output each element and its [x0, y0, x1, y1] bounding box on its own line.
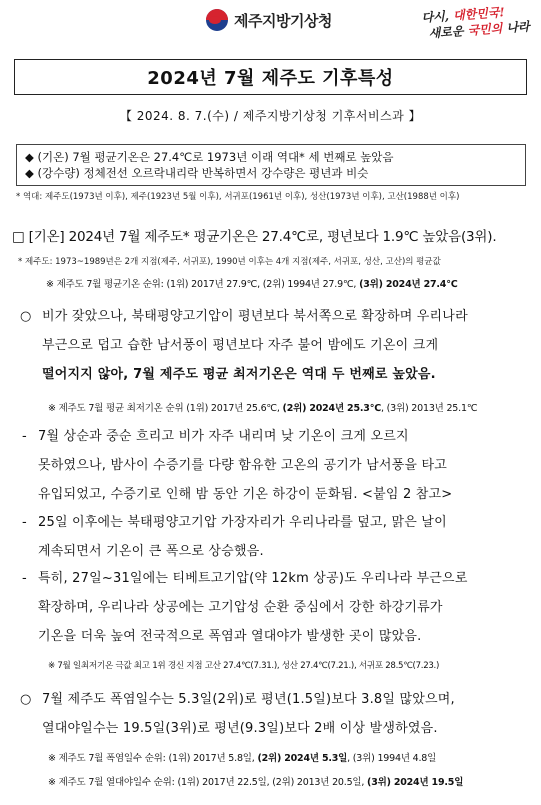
square-bullet-icon: □ [12, 229, 25, 245]
rank-note-text: ※ 제주도 7월 평균기온 순위: (1위) 2017년 27.9℃, (2위) 1994년 27.9℃, [46, 279, 360, 290]
ref-text: , (3위) 2013년 25.1℃ [381, 403, 478, 414]
ref-text: ※ 제주도 7월 열대야일수 순위: (1위) 2017년 22.5일, (2위) 2013년 20.5일, [48, 777, 368, 788]
paragraph-tibetan-high [38, 564, 468, 651]
paragraph-line: 7월 상순과 중순 흐리고 비가 자주 내리며 낮 기온이 크게 오르지 [38, 429, 409, 444]
dash-bullet: - [22, 571, 27, 586]
ref-text: , (3위) 1994년 4.8일 [347, 753, 437, 764]
dash-bullet: - [22, 515, 27, 530]
taegeuk-icon [206, 9, 228, 31]
ref-bold: (2위) 2024년 5.3일 [257, 753, 348, 764]
paragraph-late-july [38, 508, 447, 566]
paragraph-line: 기온을 더욱 높여 전국적으로 폭염과 열대야가 발생한 곳이 많았음. [38, 629, 422, 644]
circle-bullet-icon: ○ [20, 309, 32, 324]
slogan [421, 2, 535, 42]
temperature-rank-note [46, 276, 458, 290]
summary-box [16, 144, 526, 186]
slogan-line1-b: 대한민국! [452, 5, 506, 23]
ref-text: ※ 제주도 7월 폭염일수 순위: (1위) 2017년 5.8일, [48, 753, 258, 764]
paragraph-line: 부근으로 덥고 습한 남서풍이 평년보다 자주 불어 밤에도 기온이 크게 [42, 338, 439, 353]
ref-bold: (3위) 2024년 19.5일 [367, 777, 464, 788]
min-temp-rank-note [48, 400, 477, 414]
ref-bold: (2위) 2024년 25.3℃ [282, 403, 381, 414]
paragraph-line: 계속되면서 기온이 큰 폭으로 상승했음. [38, 544, 264, 559]
dash-bullet: - [22, 429, 27, 444]
header [0, 0, 541, 56]
paragraph-line: 떨어지지 않아, 7월 제주도 평균 최저기온은 역대 두 번째로 높았음. [42, 367, 436, 382]
paragraph-line: 유입되었고, 수증기로 인해 밤 동안 기온 하강이 둔화됨. <붙임 2 참고> [38, 487, 453, 502]
slogan-line2-b: 국민의 [467, 21, 503, 38]
summary-item-precipitation [25, 165, 517, 181]
heatwave-rank-note [48, 750, 436, 764]
paragraph-line: 확장하며, 우리나라 상공에는 고기압성 순환 중심에서 강한 하강기류가 [38, 600, 443, 615]
section-heading-text: [기온] 2024년 7월 제주도* 평균기온은 27.4℃로, 평년보다 1.9℃ 높았음(3위). [28, 229, 497, 245]
rank-note-bold: (3위) 2024년 27.4℃ [359, 279, 458, 290]
paragraph-min-temp [42, 302, 468, 389]
summary-item-temperature [25, 149, 517, 165]
circle-bullet-icon: ○ [20, 692, 32, 707]
diamond-bullet-icon: ◆ [25, 150, 34, 164]
slogan-line2-c: 나라 [501, 19, 531, 36]
summary-footnote: * 역대: 제주도(1973년 이후), 제주(1923년 5월 이후), 서귀포(1961년 이후), 성산(1973년 이후), 고산(1988년 이후) [16, 192, 460, 202]
section-heading [12, 225, 496, 245]
paragraph-line: 열대야일수는 19.5일(3위)로 평년(9.3일)보다 2배 이상 발생하였음. [42, 721, 438, 736]
paragraph-heatwave [42, 685, 455, 743]
slogan-line2-a: 새로운 [428, 23, 469, 41]
paragraph-line: 7월 제주도 폭염일수는 5.3일(2위)로 평년(1.5일)보다 3.8일 많았으며, [42, 692, 455, 707]
org-name: 제주지방기상청 [234, 11, 332, 30]
summary-text: (강수량) 정체전선 오르락내리락 반복하면서 강수량은 평년과 비슷 [37, 166, 369, 180]
tropical-night-rank-note [48, 774, 463, 788]
paragraph-line: 못하였으나, 밤사이 수증기를 다량 함유한 고온의 공기가 남서풍을 타고 [38, 458, 447, 473]
document-title-box [14, 59, 527, 95]
paragraph-line: 비가 잦았으나, 북태평양고기압이 평년보다 북서쪽으로 확장하며 우리나라 [42, 309, 468, 324]
dept-line: 【 2024. 8. 7.(수) / 제주지방기상청 기후서비스과 】 [119, 109, 422, 123]
document-title: 2024년 7월 제주도 기후특성 [147, 68, 394, 89]
paragraph-line: 25일 이후에는 북태평양고기압 가장자리가 우리나라를 덮고, 맑은 날이 [38, 515, 447, 530]
ref-text: ※ 제주도 7월 평균 최저기온 순위 (1위) 2017년 25.6℃, [48, 403, 283, 414]
logo [206, 9, 332, 31]
paragraph-early-july [38, 422, 452, 509]
slogan-line1-a: 다시, [421, 8, 454, 25]
section-footnote: * 제주도: 1973~1989년은 2개 지점(제주, 서귀포), 1990년 이후는 4개 지점(제주, 서귀포, 성산, 고산)의 평균값 [18, 257, 441, 267]
paragraph-line: 특히, 27일~31일에는 티베트고기압(약 12km 상공)도 우리나라 부근으로 [38, 571, 468, 586]
diamond-bullet-icon: ◆ [25, 166, 34, 180]
record-low-note: ※ 7월 일최저기온 극값 최고 1위 경신 지점 고산 27.4℃(7.31.), 성산 27.4℃(7.21.), 서귀포 28.5℃(7.23.) [48, 661, 440, 671]
summary-text: (기온) 7월 평균기온은 27.4℃로 1973년 이래 역대* 세 번째로 높았음 [37, 150, 394, 164]
